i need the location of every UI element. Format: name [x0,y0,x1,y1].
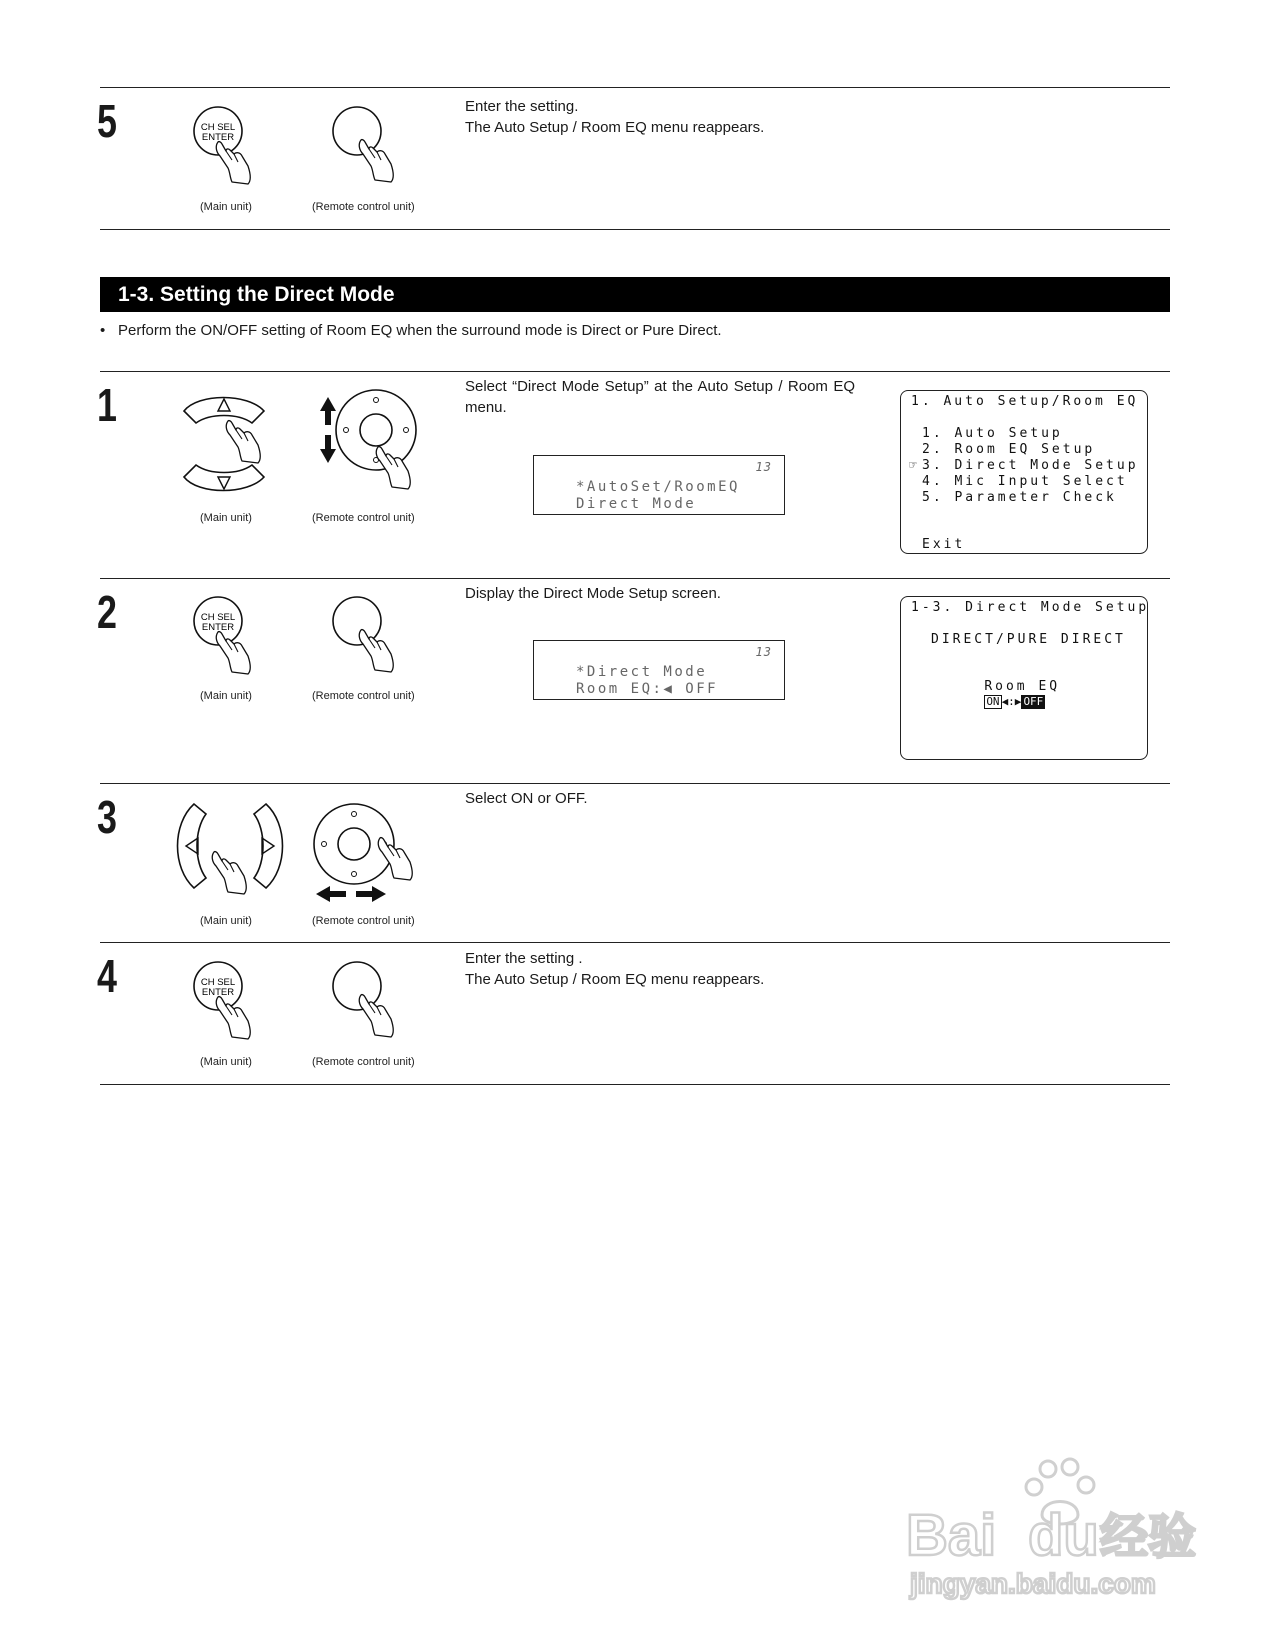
bullet-text: Perform the ON/OFF setting of Room EQ when the surround mode is Direct or Pure Direct. [118,322,722,339]
caption-main-unit: (Main unit) [200,915,252,927]
lcd-display [533,455,785,515]
enter-button-remote-illustration [325,590,415,690]
osd-on-option: ON [986,695,1000,708]
osd-room-eq-label: Room EQ [984,679,1061,694]
baidu-watermark [900,1455,1210,1605]
osd-off-option: OFF [1023,695,1044,708]
osd-menu-auto-setup [900,390,1148,554]
osd-exit: Exit [922,537,966,552]
caption-remote-unit: (Remote control unit) [312,512,415,524]
osd-room-eq-row [941,664,1060,724]
caption-remote-unit: (Remote control unit) [312,1056,415,1068]
bullet-symbol: • [100,322,106,339]
osd-title: 1. Auto Setup/Room EQ [911,394,1139,409]
rule [100,371,1170,372]
lcd-line-2: Direct Mode [576,496,697,512]
caption-main-unit: (Main unit) [200,1056,252,1068]
watermark-brand: Bai [906,1503,997,1568]
caption-remote-unit: (Remote control unit) [312,690,415,702]
osd-item: 2. Room EQ Setup [922,442,1096,457]
left-right-remote-illustration [308,800,438,910]
caption-remote-unit: (Remote control unit) [312,201,415,213]
step-description [465,96,764,138]
ch-sel-label: CH SEL [200,977,236,988]
enter-label: ENTER [201,987,235,998]
desc-line: Enter the setting. [465,98,579,115]
enter-label: ENTER [201,622,235,633]
desc-line: Display the Direct Mode Setup screen. [465,585,721,602]
enter-button-main-illustration [188,955,268,1055]
step-description [465,788,588,809]
osd-item: 5. Parameter Check [922,490,1117,505]
watermark-url: jingyan.baidu.com [910,1568,1156,1599]
rule [100,578,1170,579]
enter-button-main-illustration [188,100,268,200]
rule [100,783,1170,784]
lcd-channel: 13 [755,460,772,474]
desc-line: The Auto Setup / Room EQ menu reappears. [465,119,765,136]
enter-label: ENTER [201,132,235,143]
section-title: 1-3. Setting the Direct Mode [100,277,1170,312]
step-number: 3 [97,791,117,843]
rule [100,229,1170,230]
osd-item: 3. Direct Mode Setup [922,458,1139,473]
enter-button-remote-illustration [325,955,415,1055]
lcd-line-1: *AutoSet/RoomEQ [576,479,740,495]
step-description [465,948,764,990]
rule [100,942,1170,943]
step-number: 1 [97,379,117,431]
watermark-cn: 经验 [1100,1511,1197,1564]
left-right-buttons-main-illustration [170,800,290,910]
osd-item: 1. Auto Setup [922,426,1063,441]
rule-top [100,87,1170,88]
enter-button-remote-illustration [325,100,415,200]
osd-item: 4. Mic Input Select [922,474,1128,489]
osd-menu-direct-mode [900,596,1148,760]
step-description [465,583,721,604]
up-down-buttons-main-illustration [178,385,288,505]
section-bullet [100,322,722,339]
up-down-remote-illustration [312,385,432,505]
watermark-brand-2: du [1028,1503,1099,1568]
caption-main-unit: (Main unit) [200,690,252,702]
desc-line: Select ON or OFF. [465,790,588,807]
osd-separator: ◀:▶ [1001,695,1022,708]
rule-bottom [100,1084,1170,1085]
caption-remote-unit: (Remote control unit) [312,915,415,927]
lcd-channel: 13 [755,645,772,659]
osd-subtitle: DIRECT/PURE DIRECT [931,632,1126,647]
step-number: 5 [97,95,117,147]
step-number: 4 [97,950,117,1002]
ch-sel-label: CH SEL [200,122,236,133]
lcd-display [533,640,785,700]
desc-line: Select “Direct Mode Setup” at the Auto Setup / Room EQ menu. [465,378,855,416]
caption-main-unit: (Main unit) [200,201,252,213]
caption-main-unit: (Main unit) [200,512,252,524]
lcd-line-2: Room EQ:◀ OFF [576,681,719,697]
desc-line: Enter the setting . [465,950,583,967]
osd-cursor-icon: ☞ [909,458,917,473]
desc-line: The Auto Setup / Room EQ menu reappears. [465,971,765,988]
enter-button-main-illustration [188,590,268,690]
step-description [465,376,855,418]
lcd-line-1: *Direct Mode [576,664,708,680]
step-number: 2 [97,586,117,638]
osd-title: 1-3. Direct Mode Setup [911,600,1150,615]
ch-sel-label: CH SEL [200,612,236,623]
